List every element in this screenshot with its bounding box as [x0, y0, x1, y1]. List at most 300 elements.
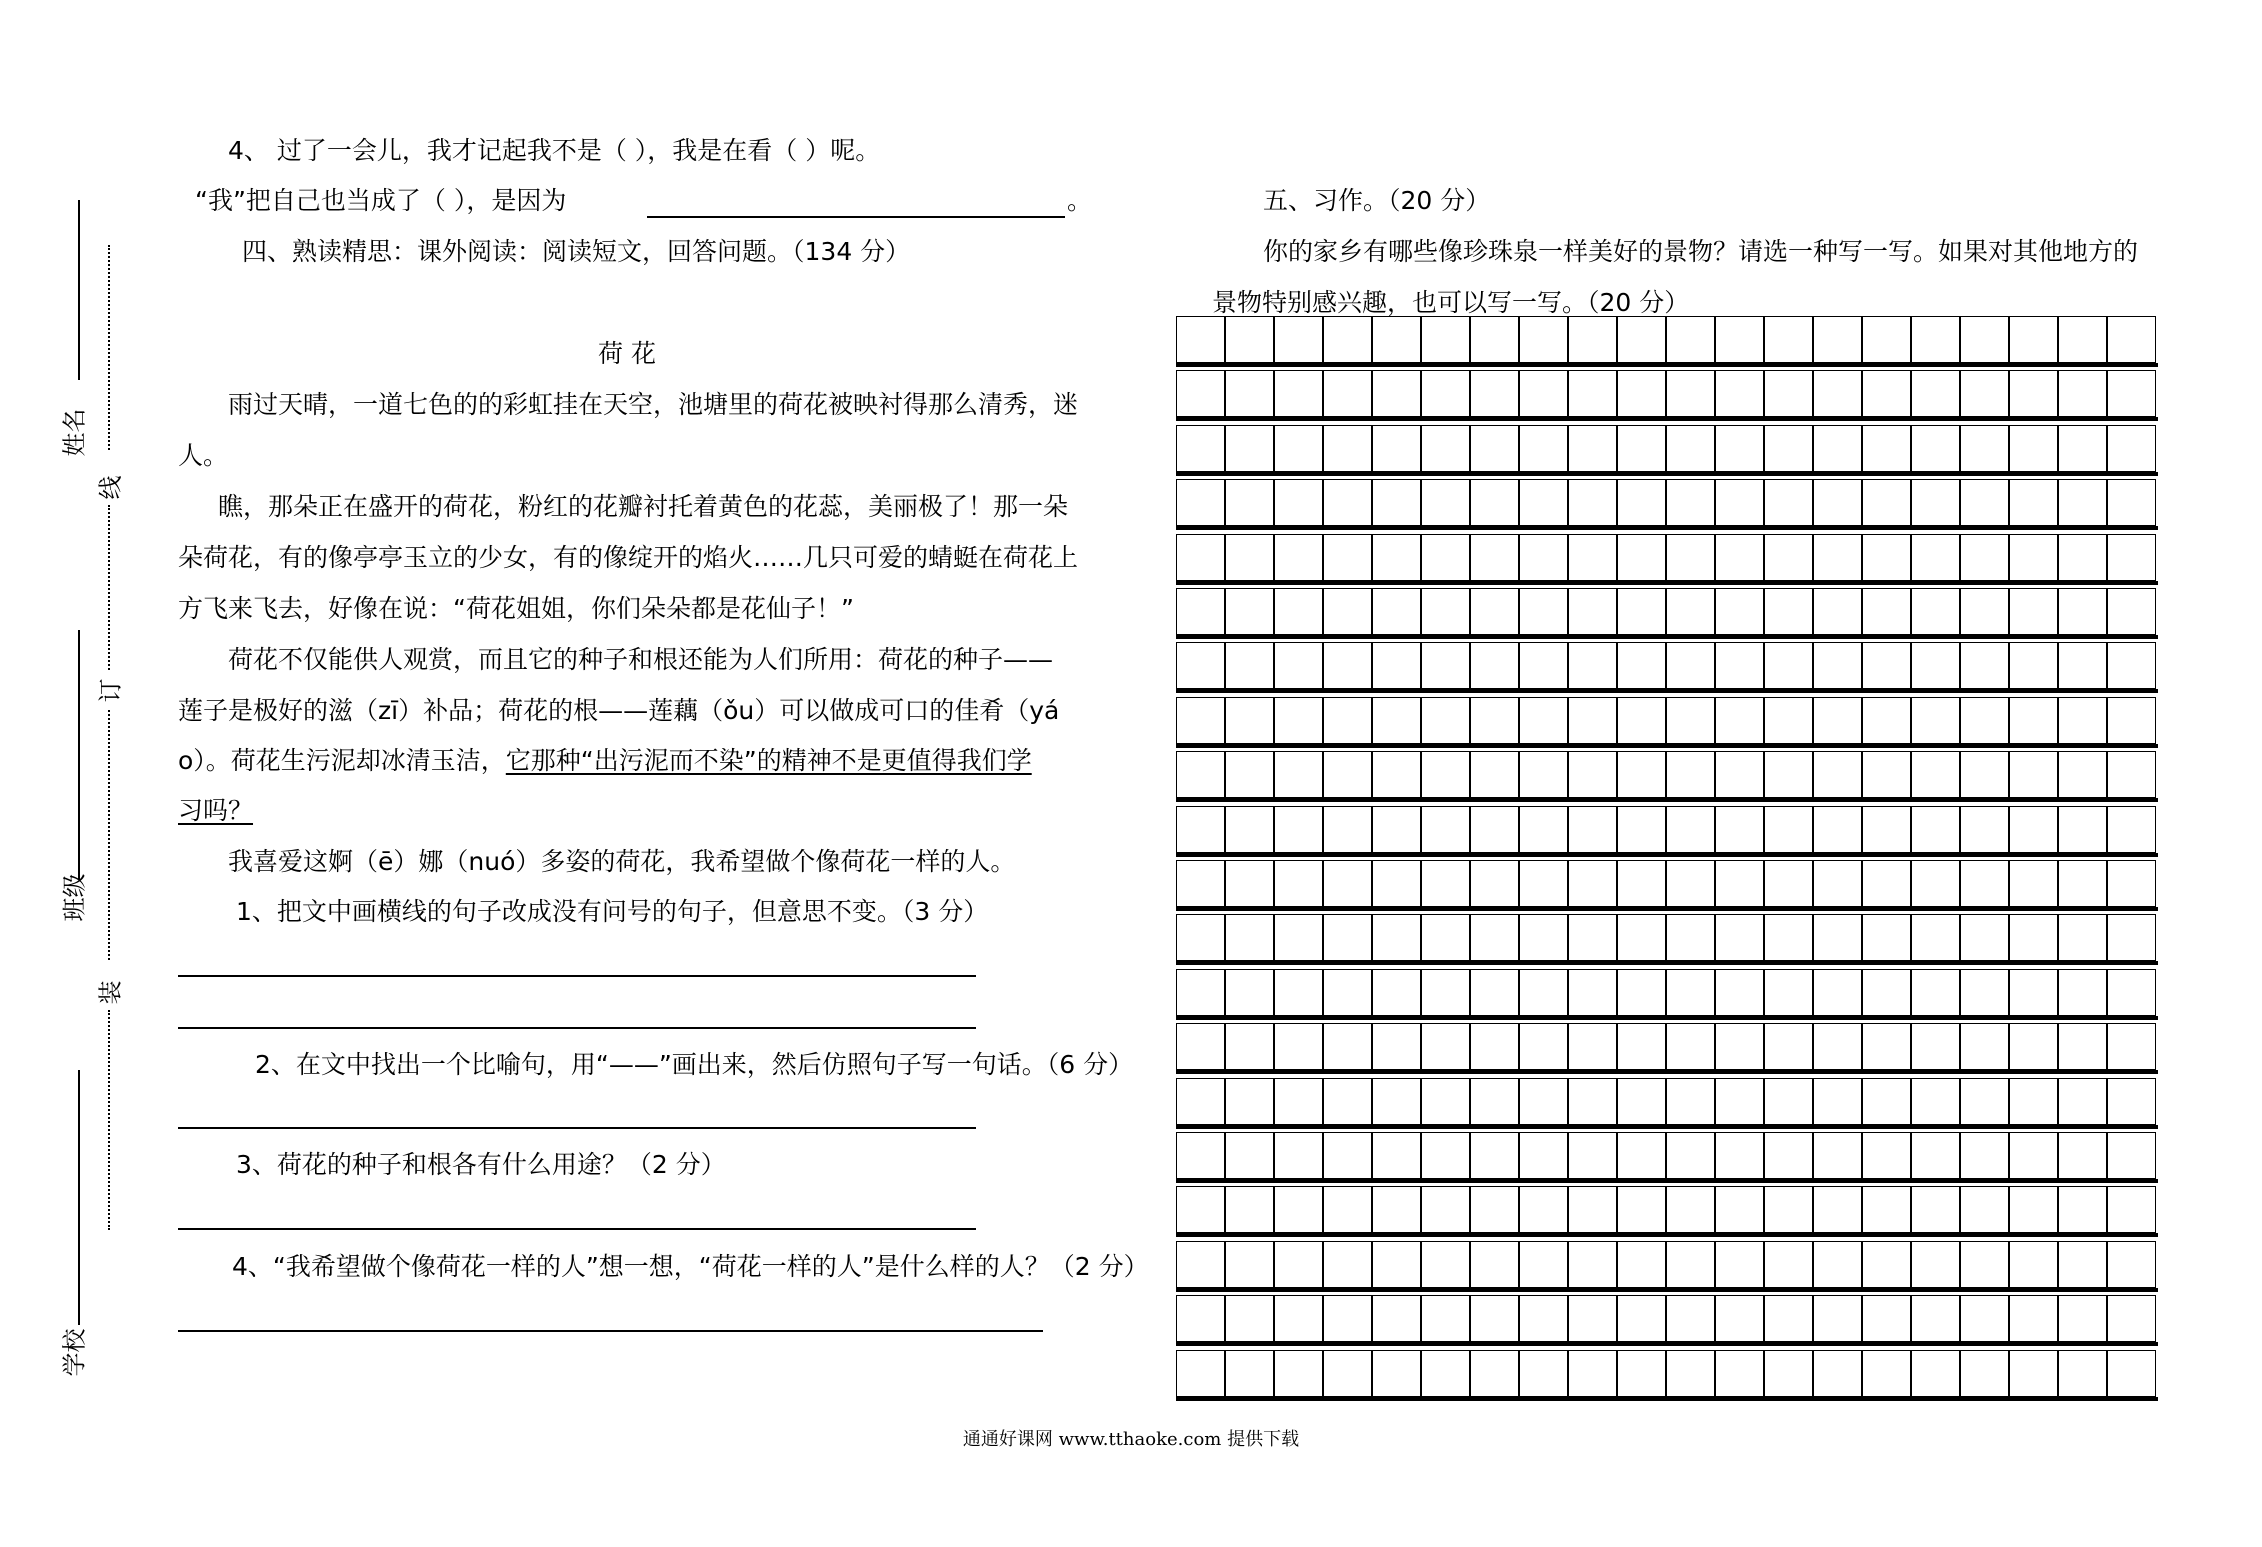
question-1-answer-line-2[interactable] — [178, 1027, 976, 1029]
grid-cell[interactable] — [2058, 1023, 2107, 1070]
grid-cell[interactable] — [1960, 914, 2009, 961]
grid-cell[interactable] — [1421, 642, 1470, 689]
grid-cell[interactable] — [1666, 1023, 1715, 1070]
grid-cell[interactable] — [1666, 969, 1715, 1016]
grid-cell[interactable] — [1911, 806, 1960, 853]
grid-cell[interactable] — [1911, 1241, 1960, 1288]
grid-cell[interactable] — [1568, 1350, 1617, 1397]
grid-cell[interactable] — [1470, 588, 1519, 635]
grid-cell[interactable] — [2009, 1023, 2058, 1070]
grid-cell[interactable] — [2058, 642, 2107, 689]
grid-cell[interactable] — [1274, 969, 1323, 1016]
grid-cell[interactable] — [2058, 425, 2107, 472]
grid-cell[interactable] — [1519, 642, 1568, 689]
grid-cell[interactable] — [1960, 370, 2009, 417]
grid-cell[interactable] — [1176, 588, 1225, 635]
grid-cell[interactable] — [1911, 1350, 1960, 1397]
grid-cell[interactable] — [1960, 642, 2009, 689]
grid-cell[interactable] — [1666, 370, 1715, 417]
grid-cell[interactable] — [2107, 534, 2156, 581]
grid-cell[interactable] — [1617, 1350, 1666, 1397]
grid-cell[interactable] — [1421, 588, 1470, 635]
grid-cell[interactable] — [1862, 1132, 1911, 1179]
grid-cell[interactable] — [1176, 1350, 1225, 1397]
grid-cell[interactable] — [1764, 1241, 1813, 1288]
grid-cell[interactable] — [1862, 914, 1911, 961]
grid-cell[interactable] — [2058, 914, 2107, 961]
grid-cell[interactable] — [1470, 370, 1519, 417]
grid-cell[interactable] — [1764, 697, 1813, 744]
grid-cell[interactable] — [2058, 806, 2107, 853]
grid-cell[interactable] — [1764, 806, 1813, 853]
grid-cell[interactable] — [1715, 806, 1764, 853]
grid-cell[interactable] — [1274, 751, 1323, 798]
grid-cell[interactable] — [1764, 1186, 1813, 1233]
question-4-answer-line[interactable] — [647, 216, 1065, 218]
grid-cell[interactable] — [1225, 1078, 1274, 1125]
grid-cell[interactable] — [1911, 425, 1960, 472]
grid-cell[interactable] — [1568, 1186, 1617, 1233]
grid-cell[interactable] — [1225, 914, 1274, 961]
grid-cell[interactable] — [2107, 1186, 2156, 1233]
grid-cell[interactable] — [1960, 534, 2009, 581]
grid-cell[interactable] — [1225, 642, 1274, 689]
grid-cell[interactable] — [1176, 1241, 1225, 1288]
grid-cell[interactable] — [1666, 1078, 1715, 1125]
grid-cell[interactable] — [2058, 697, 2107, 744]
grid-cell[interactable] — [1911, 1078, 1960, 1125]
grid-cell[interactable] — [1519, 588, 1568, 635]
grid-cell[interactable] — [1470, 425, 1519, 472]
grid-cell[interactable] — [1862, 370, 1911, 417]
grid-cell[interactable] — [1176, 316, 1225, 363]
grid-cell[interactable] — [1911, 860, 1960, 907]
grid-cell[interactable] — [2058, 1241, 2107, 1288]
grid-cell[interactable] — [2058, 860, 2107, 907]
grid-cell[interactable] — [1372, 1350, 1421, 1397]
grid-cell[interactable] — [1372, 1241, 1421, 1288]
grid-cell[interactable] — [1568, 1078, 1617, 1125]
grid-cell[interactable] — [1813, 1186, 1862, 1233]
grid-cell[interactable] — [1960, 1023, 2009, 1070]
grid-cell[interactable] — [1960, 425, 2009, 472]
grid-cell[interactable] — [1764, 1295, 1813, 1342]
grid-cell[interactable] — [2009, 1186, 2058, 1233]
grid-cell[interactable] — [2009, 425, 2058, 472]
grid-cell[interactable] — [1176, 370, 1225, 417]
grid-cell[interactable] — [1617, 479, 1666, 526]
grid-cell[interactable] — [1911, 642, 1960, 689]
grid-cell[interactable] — [1372, 534, 1421, 581]
grid-cell[interactable] — [1274, 1295, 1323, 1342]
grid-cell[interactable] — [1715, 914, 1764, 961]
grid-cell[interactable] — [1813, 969, 1862, 1016]
grid-cell[interactable] — [1911, 1295, 1960, 1342]
grid-cell[interactable] — [1421, 479, 1470, 526]
grid-cell[interactable] — [1715, 860, 1764, 907]
grid-cell[interactable] — [1666, 914, 1715, 961]
grid-cell[interactable] — [1225, 1295, 1274, 1342]
grid-cell[interactable] — [1176, 1186, 1225, 1233]
grid-cell[interactable] — [1323, 1350, 1372, 1397]
grid-cell[interactable] — [1764, 316, 1813, 363]
grid-cell[interactable] — [1568, 806, 1617, 853]
grid-cell[interactable] — [1225, 370, 1274, 417]
grid-cell[interactable] — [1568, 316, 1617, 363]
grid-cell[interactable] — [1519, 479, 1568, 526]
grid-cell[interactable] — [1470, 1132, 1519, 1179]
grid-cell[interactable] — [1960, 1132, 2009, 1179]
grid-cell[interactable] — [1470, 969, 1519, 1016]
grid-cell[interactable] — [1323, 751, 1372, 798]
grid-cell[interactable] — [1568, 588, 1617, 635]
grid-cell[interactable] — [1862, 1295, 1911, 1342]
grid-cell[interactable] — [1372, 860, 1421, 907]
grid-cell[interactable] — [1176, 1023, 1225, 1070]
grid-cell[interactable] — [2107, 1295, 2156, 1342]
grid-cell[interactable] — [1960, 588, 2009, 635]
grid-cell[interactable] — [1519, 697, 1568, 744]
grid-cell[interactable] — [2107, 806, 2156, 853]
grid-cell[interactable] — [2009, 860, 2058, 907]
grid-cell[interactable] — [1862, 588, 1911, 635]
grid-cell[interactable] — [1225, 806, 1274, 853]
grid-cell[interactable] — [1274, 316, 1323, 363]
grid-cell[interactable] — [1617, 697, 1666, 744]
grid-cell[interactable] — [1323, 806, 1372, 853]
grid-cell[interactable] — [1617, 1295, 1666, 1342]
grid-cell[interactable] — [1274, 642, 1323, 689]
grid-cell[interactable] — [1666, 1350, 1715, 1397]
grid-cell[interactable] — [1960, 1350, 2009, 1397]
grid-cell[interactable] — [1519, 1078, 1568, 1125]
grid-cell[interactable] — [1519, 1295, 1568, 1342]
grid-cell[interactable] — [1421, 914, 1470, 961]
grid-cell[interactable] — [1617, 642, 1666, 689]
grid-cell[interactable] — [2009, 1295, 2058, 1342]
grid-cell[interactable] — [1813, 914, 1862, 961]
grid-cell[interactable] — [1617, 1078, 1666, 1125]
grid-cell[interactable] — [1617, 751, 1666, 798]
grid-cell[interactable] — [2107, 697, 2156, 744]
grid-cell[interactable] — [1862, 1241, 1911, 1288]
grid-cell[interactable] — [1176, 1295, 1225, 1342]
grid-cell[interactable] — [2009, 588, 2058, 635]
grid-cell[interactable] — [1911, 914, 1960, 961]
grid-cell[interactable] — [1715, 1132, 1764, 1179]
grid-cell[interactable] — [2009, 534, 2058, 581]
grid-cell[interactable] — [1274, 1023, 1323, 1070]
grid-cell[interactable] — [1715, 1295, 1764, 1342]
grid-cell[interactable] — [1274, 697, 1323, 744]
grid-cell[interactable] — [1568, 642, 1617, 689]
grid-cell[interactable] — [2009, 316, 2058, 363]
grid-cell[interactable] — [1862, 1350, 1911, 1397]
grid-cell[interactable] — [1666, 642, 1715, 689]
grid-cell[interactable] — [1470, 1350, 1519, 1397]
grid-cell[interactable] — [1911, 316, 1960, 363]
grid-cell[interactable] — [2107, 1023, 2156, 1070]
grid-cell[interactable] — [1274, 914, 1323, 961]
grid-cell[interactable] — [2009, 914, 2058, 961]
grid-cell[interactable] — [1666, 588, 1715, 635]
question-2-answer-line[interactable] — [178, 1127, 976, 1129]
grid-cell[interactable] — [1911, 1132, 1960, 1179]
grid-cell[interactable] — [1862, 969, 1911, 1016]
grid-cell[interactable] — [2107, 479, 2156, 526]
grid-cell[interactable] — [1960, 969, 2009, 1016]
grid-cell[interactable] — [1470, 1186, 1519, 1233]
grid-cell[interactable] — [1617, 316, 1666, 363]
grid-cell[interactable] — [1617, 1241, 1666, 1288]
grid-cell[interactable] — [2009, 1241, 2058, 1288]
grid-cell[interactable] — [1715, 588, 1764, 635]
grid-cell[interactable] — [1519, 806, 1568, 853]
grid-cell[interactable] — [1470, 1078, 1519, 1125]
grid-cell[interactable] — [1862, 697, 1911, 744]
grid-cell[interactable] — [2107, 1241, 2156, 1288]
grid-cell[interactable] — [1421, 697, 1470, 744]
grid-cell[interactable] — [2107, 588, 2156, 635]
grid-cell[interactable] — [1421, 425, 1470, 472]
grid-cell[interactable] — [1225, 1186, 1274, 1233]
grid-cell[interactable] — [1470, 751, 1519, 798]
grid-cell[interactable] — [1715, 1023, 1764, 1070]
grid-cell[interactable] — [1715, 370, 1764, 417]
grid-cell[interactable] — [1715, 751, 1764, 798]
grid-cell[interactable] — [1617, 806, 1666, 853]
grid-cell[interactable] — [1666, 1186, 1715, 1233]
grid-cell[interactable] — [1715, 1186, 1764, 1233]
grid-cell[interactable] — [1421, 751, 1470, 798]
grid-cell[interactable] — [1960, 806, 2009, 853]
grid-cell[interactable] — [1372, 642, 1421, 689]
grid-cell[interactable] — [1666, 860, 1715, 907]
grid-cell[interactable] — [2009, 751, 2058, 798]
grid-cell[interactable] — [1764, 751, 1813, 798]
grid-cell[interactable] — [1911, 479, 1960, 526]
grid-cell[interactable] — [1568, 751, 1617, 798]
grid-cell[interactable] — [1470, 697, 1519, 744]
grid-cell[interactable] — [1225, 969, 1274, 1016]
grid-cell[interactable] — [1813, 588, 1862, 635]
grid-cell[interactable] — [1225, 1350, 1274, 1397]
grid-cell[interactable] — [1960, 860, 2009, 907]
grid-cell[interactable] — [1813, 806, 1862, 853]
grid-cell[interactable] — [1813, 425, 1862, 472]
grid-cell[interactable] — [1666, 806, 1715, 853]
question-3-answer-line[interactable] — [178, 1228, 976, 1230]
grid-cell[interactable] — [1274, 860, 1323, 907]
grid-cell[interactable] — [1666, 751, 1715, 798]
grid-cell[interactable] — [1519, 860, 1568, 907]
grid-cell[interactable] — [1813, 1295, 1862, 1342]
grid-cell[interactable] — [1666, 534, 1715, 581]
grid-cell[interactable] — [1911, 588, 1960, 635]
grid-cell[interactable] — [1470, 806, 1519, 853]
grid-cell[interactable] — [1568, 860, 1617, 907]
grid-cell[interactable] — [2107, 425, 2156, 472]
grid-cell[interactable] — [1519, 370, 1568, 417]
grid-cell[interactable] — [1862, 642, 1911, 689]
grid-cell[interactable] — [1372, 969, 1421, 1016]
grid-cell[interactable] — [1764, 969, 1813, 1016]
grid-cell[interactable] — [1568, 1023, 1617, 1070]
grid-cell[interactable] — [2058, 534, 2107, 581]
grid-cell[interactable] — [1176, 914, 1225, 961]
grid-cell[interactable] — [1568, 534, 1617, 581]
grid-cell[interactable] — [1617, 1132, 1666, 1179]
grid-cell[interactable] — [1421, 1241, 1470, 1288]
grid-cell[interactable] — [1470, 479, 1519, 526]
grid-cell[interactable] — [1911, 370, 1960, 417]
grid-cell[interactable] — [1617, 914, 1666, 961]
grid-cell[interactable] — [1274, 1241, 1323, 1288]
grid-cell[interactable] — [1519, 1350, 1568, 1397]
grid-cell[interactable] — [1323, 1132, 1372, 1179]
grid-cell[interactable] — [1274, 1078, 1323, 1125]
grid-cell[interactable] — [1666, 1295, 1715, 1342]
grid-cell[interactable] — [1764, 1350, 1813, 1397]
grid-cell[interactable] — [2058, 969, 2107, 1016]
question-1-answer-line-1[interactable] — [178, 975, 976, 977]
grid-cell[interactable] — [1323, 588, 1372, 635]
grid-cell[interactable] — [1568, 425, 1617, 472]
grid-cell[interactable] — [1764, 860, 1813, 907]
grid-cell[interactable] — [1225, 479, 1274, 526]
grid-cell[interactable] — [1911, 751, 1960, 798]
grid-cell[interactable] — [1666, 316, 1715, 363]
grid-cell[interactable] — [2058, 1295, 2107, 1342]
grid-cell[interactable] — [1617, 588, 1666, 635]
grid-cell[interactable] — [1764, 1132, 1813, 1179]
grid-cell[interactable] — [1862, 860, 1911, 907]
grid-cell[interactable] — [2009, 370, 2058, 417]
grid-cell[interactable] — [1470, 534, 1519, 581]
grid-cell[interactable] — [1176, 969, 1225, 1016]
grid-cell[interactable] — [1225, 1241, 1274, 1288]
grid-cell[interactable] — [1960, 1241, 2009, 1288]
grid-cell[interactable] — [1372, 316, 1421, 363]
grid-cell[interactable] — [1421, 1350, 1470, 1397]
grid-cell[interactable] — [1764, 1023, 1813, 1070]
grid-cell[interactable] — [1813, 751, 1862, 798]
grid-cell[interactable] — [1617, 370, 1666, 417]
grid-cell[interactable] — [1176, 806, 1225, 853]
grid-cell[interactable] — [1813, 1350, 1862, 1397]
grid-cell[interactable] — [1813, 1132, 1862, 1179]
grid-cell[interactable] — [1666, 1132, 1715, 1179]
grid-cell[interactable] — [2107, 860, 2156, 907]
grid-cell[interactable] — [1960, 1295, 2009, 1342]
grid-cell[interactable] — [1568, 479, 1617, 526]
grid-cell[interactable] — [1813, 860, 1862, 907]
grid-cell[interactable] — [1715, 1241, 1764, 1288]
grid-cell[interactable] — [1862, 534, 1911, 581]
grid-cell[interactable] — [1764, 914, 1813, 961]
grid-cell[interactable] — [1764, 642, 1813, 689]
grid-cell[interactable] — [1323, 479, 1372, 526]
grid-cell[interactable] — [2107, 969, 2156, 1016]
grid-cell[interactable] — [1323, 697, 1372, 744]
grid-cell[interactable] — [1960, 479, 2009, 526]
grid-cell[interactable] — [2009, 697, 2058, 744]
question-4-last-answer-line[interactable] — [178, 1330, 1043, 1332]
grid-cell[interactable] — [1813, 316, 1862, 363]
grid-cell[interactable] — [1323, 1295, 1372, 1342]
grid-cell[interactable] — [1764, 1078, 1813, 1125]
grid-cell[interactable] — [1176, 1132, 1225, 1179]
grid-cell[interactable] — [2009, 479, 2058, 526]
grid-cell[interactable] — [1274, 534, 1323, 581]
grid-cell[interactable] — [1813, 479, 1862, 526]
grid-cell[interactable] — [1715, 534, 1764, 581]
grid-cell[interactable] — [1519, 914, 1568, 961]
grid-cell[interactable] — [1715, 697, 1764, 744]
grid-cell[interactable] — [1225, 751, 1274, 798]
grid-cell[interactable] — [1813, 370, 1862, 417]
grid-cell[interactable] — [1911, 1023, 1960, 1070]
grid-cell[interactable] — [1960, 1186, 2009, 1233]
grid-cell[interactable] — [1372, 751, 1421, 798]
grid-cell[interactable] — [2009, 806, 2058, 853]
grid-cell[interactable] — [2058, 1078, 2107, 1125]
grid-cell[interactable] — [2107, 1078, 2156, 1125]
grid-cell[interactable] — [1813, 534, 1862, 581]
grid-cell[interactable] — [2058, 751, 2107, 798]
grid-cell[interactable] — [1225, 534, 1274, 581]
grid-cell[interactable] — [1519, 316, 1568, 363]
grid-cell[interactable] — [2058, 1186, 2107, 1233]
grid-cell[interactable] — [1323, 860, 1372, 907]
grid-cell[interactable] — [1911, 1186, 1960, 1233]
grid-cell[interactable] — [1715, 479, 1764, 526]
grid-cell[interactable] — [1617, 425, 1666, 472]
grid-cell[interactable] — [1470, 316, 1519, 363]
grid-cell[interactable] — [1225, 1023, 1274, 1070]
grid-cell[interactable] — [2058, 1350, 2107, 1397]
grid-cell[interactable] — [1519, 1132, 1568, 1179]
grid-cell[interactable] — [2058, 588, 2107, 635]
grid-cell[interactable] — [2107, 316, 2156, 363]
grid-cell[interactable] — [1617, 860, 1666, 907]
grid-cell[interactable] — [1421, 370, 1470, 417]
grid-cell[interactable] — [1421, 1132, 1470, 1179]
grid-cell[interactable] — [1813, 1023, 1862, 1070]
grid-cell[interactable] — [2058, 479, 2107, 526]
grid-cell[interactable] — [1519, 534, 1568, 581]
grid-cell[interactable] — [1666, 479, 1715, 526]
grid-cell[interactable] — [1519, 1241, 1568, 1288]
grid-cell[interactable] — [1862, 806, 1911, 853]
grid-cell[interactable] — [1862, 1186, 1911, 1233]
grid-cell[interactable] — [1862, 751, 1911, 798]
grid-cell[interactable] — [1715, 316, 1764, 363]
grid-cell[interactable] — [1323, 425, 1372, 472]
grid-cell[interactable] — [2058, 370, 2107, 417]
grid-cell[interactable] — [2009, 1078, 2058, 1125]
grid-cell[interactable] — [1323, 969, 1372, 1016]
grid-cell[interactable] — [2107, 642, 2156, 689]
grid-cell[interactable] — [1470, 914, 1519, 961]
grid-cell[interactable] — [1421, 1078, 1470, 1125]
grid-cell[interactable] — [1176, 1078, 1225, 1125]
grid-cell[interactable] — [1715, 969, 1764, 1016]
grid-cell[interactable] — [1813, 642, 1862, 689]
grid-cell[interactable] — [1617, 1186, 1666, 1233]
grid-cell[interactable] — [1568, 914, 1617, 961]
grid-cell[interactable] — [1470, 642, 1519, 689]
